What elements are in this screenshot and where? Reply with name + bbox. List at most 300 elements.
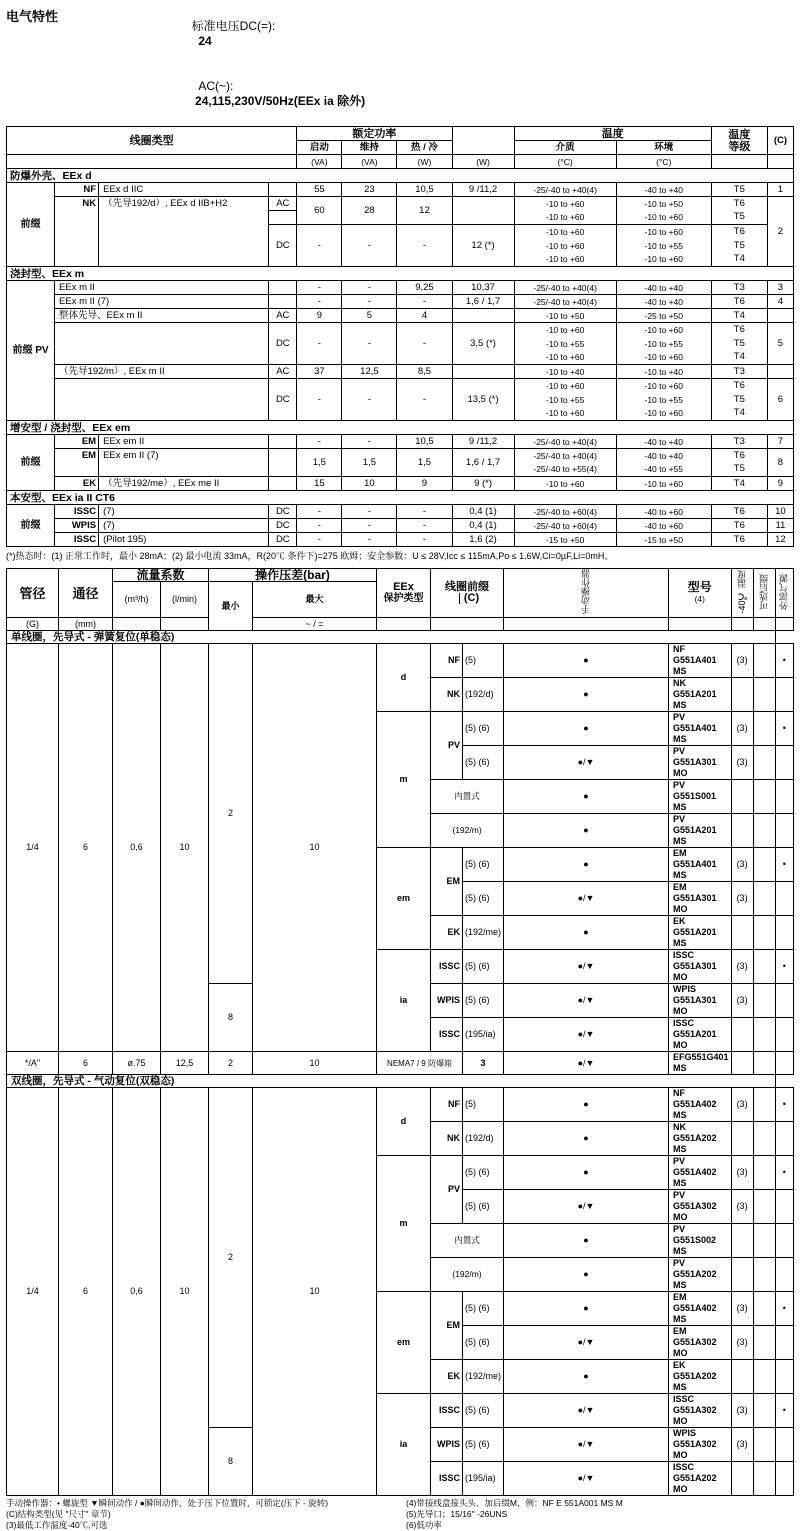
row-desc xyxy=(55,337,269,351)
row-class: T6 xyxy=(711,533,767,547)
g1-kv-l: 10 xyxy=(161,644,209,1052)
g1-reset xyxy=(753,882,775,916)
row-class: T5 xyxy=(711,239,767,253)
row-ambient: -40 to +60 xyxy=(616,505,711,519)
g2-reset xyxy=(753,1462,775,1496)
th-units-spacer xyxy=(7,155,297,169)
g1-model: ISSC G551A201 MO xyxy=(669,1018,732,1052)
g1-gas xyxy=(775,746,793,780)
row-medium: -10 to +60 xyxy=(514,197,616,211)
g1-gas xyxy=(775,814,793,848)
g2-eex-type: d xyxy=(377,1088,431,1156)
g1-prefix: ISSC xyxy=(431,1018,463,1052)
row-class: T3 xyxy=(711,365,767,379)
row-desc xyxy=(99,253,269,267)
row-acdc xyxy=(269,295,297,309)
row-hotcold xyxy=(452,197,514,225)
row-hold: - xyxy=(342,435,397,449)
g1-manual: ●/▼ xyxy=(504,1018,669,1052)
th-pipe-unit: (G) xyxy=(7,618,59,631)
g1-special-gas xyxy=(775,1052,793,1075)
g1-prefix: PV xyxy=(431,712,463,780)
g2-gas xyxy=(775,1190,793,1224)
th-ambient: 环境 xyxy=(616,141,711,155)
row-hotcold: 9 (*) xyxy=(452,477,514,491)
row-medium: -10 to +60 xyxy=(514,239,616,253)
g2-gas: • xyxy=(775,1292,793,1326)
row-medium: -10 to +60 xyxy=(514,477,616,491)
th-model: 型号 (4) xyxy=(669,569,732,618)
g1-model: EM G551A401 MS xyxy=(669,848,732,882)
section-title-eexd: 防爆外壳、EEx d xyxy=(7,169,794,183)
g1-reset xyxy=(753,848,775,882)
g1-manual: ● xyxy=(504,814,669,848)
g2-manual: ●/▼ xyxy=(504,1326,669,1360)
g2-manual: ●/▼ xyxy=(504,1428,669,1462)
g2-model: ISSC G551A202 MO xyxy=(669,1462,732,1496)
row-medium: -25/-40 to +55(4) xyxy=(514,463,616,477)
row-hotcold xyxy=(452,365,514,379)
g2-model: PV G551A202 MS xyxy=(669,1258,732,1292)
g2-manual: ● xyxy=(504,1360,669,1394)
row-name: WPIS xyxy=(55,519,99,533)
th-unit-w1: (W) xyxy=(397,155,452,169)
row-acdc: DC xyxy=(269,323,297,365)
row-hold: - xyxy=(342,225,397,267)
row-name: EM xyxy=(55,435,99,449)
g2-note: (5) (6) xyxy=(463,1156,504,1190)
footnote-c: (C)结构类型(见 "尺寸" 章节) xyxy=(6,1509,111,1519)
g1-prefix: ISSC xyxy=(431,950,463,984)
g1-temp: (3) xyxy=(731,746,753,780)
row-class: T4 xyxy=(711,351,767,365)
g1-manual: ●/▼ xyxy=(504,746,669,780)
voltage-spec xyxy=(161,4,365,124)
row-desc: EEx m II (7) xyxy=(55,295,269,309)
row-hotcold: 10,37 xyxy=(452,281,514,295)
row-medium: -25/-40 to +60(4) xyxy=(514,505,616,519)
row-desc xyxy=(55,407,269,421)
g1-special-kv-l: 12,5 xyxy=(161,1052,209,1075)
row-acdc xyxy=(269,183,297,197)
g1-manual: ● xyxy=(504,712,669,746)
g1-reset xyxy=(753,678,775,712)
row-class: T6 xyxy=(711,449,767,463)
row-w: - xyxy=(397,323,452,365)
g1-prefix: WPIS xyxy=(431,984,463,1018)
g2-kv-m3: 0,6 xyxy=(113,1088,161,1496)
g2-gas xyxy=(775,1428,793,1462)
footnotes-right xyxy=(406,1498,794,1531)
row-medium: -10 to +60 xyxy=(514,253,616,267)
row-desc: (7) xyxy=(99,519,269,533)
g2-note: (5) (6) xyxy=(463,1190,504,1224)
row-start: - xyxy=(297,323,342,365)
row-ambient: -40 to +40 xyxy=(616,435,711,449)
g2-model: EM G551A302 MO xyxy=(669,1326,732,1360)
row-c: 8 xyxy=(767,449,793,477)
row-hotcold: 12 (*) xyxy=(452,225,514,267)
row-w: 10,5 xyxy=(397,183,452,197)
g1-model: PV G551A301 MO xyxy=(669,746,732,780)
row-acdc xyxy=(269,281,297,295)
g1-reset xyxy=(753,1018,775,1052)
row-class: T5 xyxy=(711,183,767,197)
g1-note: (5) (6) xyxy=(463,848,504,882)
g2-temp: (3) xyxy=(731,1326,753,1360)
g2-manual: ●/▼ xyxy=(504,1190,669,1224)
row-w: 1,5 xyxy=(397,449,452,477)
g2-reset xyxy=(753,1292,775,1326)
row-acdc: DC xyxy=(269,533,297,547)
row-medium: -10 to +55 xyxy=(514,337,616,351)
th-power-spacer xyxy=(452,127,514,155)
g2-prefix: 内置式 xyxy=(431,1224,504,1258)
row-c: 1 xyxy=(767,183,793,197)
row-ambient: -10 to +60 xyxy=(616,407,711,421)
g2-prefix: NK xyxy=(431,1122,463,1156)
g1-special-pmin: 2 xyxy=(209,1052,253,1075)
g1-temp: (3) xyxy=(731,712,753,746)
table1-footnote: (*)热态时：(1) 正常工作时，最小 28mA；(2) 最小电流 33mA，R(20℃ 条件下)=275 欧姆；安全参数：U ≤ 28V,Icc ≤ 115mA,Po ≤ 1.6W,Ci=0µF,Li=0mH。 xyxy=(6,551,614,561)
row-start: 9 xyxy=(297,309,342,323)
row-acdc xyxy=(269,435,297,449)
row-w: - xyxy=(397,295,452,309)
th-reset-spacer xyxy=(753,618,775,631)
row-class: T4 xyxy=(711,253,767,267)
row-start: 37 xyxy=(297,365,342,379)
g2-note: (5) xyxy=(463,1088,504,1122)
g2-reset xyxy=(753,1326,775,1360)
row-hold: - xyxy=(342,295,397,309)
row-hold: - xyxy=(342,281,397,295)
th-temp-spacer xyxy=(731,618,753,631)
row-hold: 1,5 xyxy=(342,449,397,477)
row-start: - xyxy=(297,281,342,295)
row-desc: （先导192/m）, EEx m II xyxy=(55,365,269,379)
g2-manual: ● xyxy=(504,1292,669,1326)
g2-gas xyxy=(775,1360,793,1394)
g2-gas xyxy=(775,1224,793,1258)
g1-note: (5) (6) xyxy=(463,712,504,746)
g1-manual: ●/▼ xyxy=(504,984,669,1018)
th-unit-va1: (VA) xyxy=(297,155,342,169)
row-hotcold: 13,5 (*) xyxy=(452,379,514,421)
g1-prefix: (192/m) xyxy=(431,814,504,848)
row-desc xyxy=(99,463,269,477)
row-acdc xyxy=(269,211,297,225)
g2-note: (192/me) xyxy=(463,1360,504,1394)
row-ambient: -10 to +60 xyxy=(616,323,711,337)
g1-reset xyxy=(753,916,775,950)
g1-temp: (3) xyxy=(731,950,753,984)
row-class: T6 xyxy=(711,225,767,239)
g1-special-c: 3 xyxy=(463,1052,504,1075)
g1-pmin: 2 xyxy=(209,644,253,984)
g1-special-temp xyxy=(731,1052,753,1075)
row-medium: -25/-40 to +40(4) xyxy=(514,435,616,449)
g2-reset xyxy=(753,1190,775,1224)
g2-temp: (3) xyxy=(731,1088,753,1122)
g1-manual: ● xyxy=(504,848,669,882)
g1-note: (5) (6) xyxy=(463,984,504,1018)
row-c: 12 xyxy=(767,533,793,547)
th-press-sub: ~ / = xyxy=(253,618,377,631)
row-class: T6 xyxy=(711,379,767,393)
row-c xyxy=(767,309,793,323)
g2-temp xyxy=(731,1258,753,1292)
row-w: - xyxy=(397,519,452,533)
g1-gas: • xyxy=(775,644,793,678)
g2-note: (192/d) xyxy=(463,1122,504,1156)
row-c: 5 xyxy=(767,323,793,365)
th-coil-type: 线圈类型 xyxy=(7,127,297,155)
row-hotcold xyxy=(452,309,514,323)
g1-gas xyxy=(775,780,793,814)
g2-temp: (3) xyxy=(731,1156,753,1190)
g2-reset xyxy=(753,1156,775,1190)
row-class: T5 xyxy=(711,463,767,477)
row-class: T3 xyxy=(711,281,767,295)
g2-temp xyxy=(731,1462,753,1496)
row-start: - xyxy=(297,225,342,267)
th-manual-operator: 手动操作器 xyxy=(504,569,669,618)
g1-note: (5) (6) xyxy=(463,950,504,984)
th-power: 额定功率 xyxy=(297,127,452,141)
row-w: - xyxy=(397,505,452,519)
th-gas-source: 外部气源 xyxy=(775,569,793,618)
g1-eex-type: em xyxy=(377,848,431,950)
th-kv-spacer2 xyxy=(161,618,209,631)
row-c: 3 xyxy=(767,281,793,295)
g1-gas xyxy=(775,916,793,950)
g1-pmax: 10 xyxy=(253,644,377,1052)
voltage-ac-line xyxy=(161,64,365,124)
row-desc: EEx em II xyxy=(99,435,269,449)
row-desc: EEx em II (7) xyxy=(99,449,269,463)
row-class: T4 xyxy=(711,477,767,491)
g1-special-prefix: NEMA7 / 9 防爆箱 xyxy=(377,1052,463,1075)
g1-eex-type: ia xyxy=(377,950,431,1052)
g1-special-pipe: */A" xyxy=(7,1052,59,1075)
g1-manual: ● xyxy=(504,678,669,712)
g2-note: (5) (6) xyxy=(463,1292,504,1326)
footnotes-left xyxy=(6,1498,406,1531)
row-w: 4 xyxy=(397,309,452,323)
g1-temp xyxy=(731,780,753,814)
g2-model: EM G551A402 MS xyxy=(669,1292,732,1326)
th-reset-option: 可选后缀 xyxy=(753,569,775,618)
row-medium: -10 to +60 xyxy=(514,323,616,337)
row-desc xyxy=(55,379,269,393)
row-start: - xyxy=(297,519,342,533)
footnote-lowpower: (6)低功率 xyxy=(406,1520,442,1530)
g2-eex-type: m xyxy=(377,1156,431,1292)
g2-temp xyxy=(731,1224,753,1258)
th-manual-spacer xyxy=(504,618,669,631)
g1-note: (5) (6) xyxy=(463,882,504,916)
row-class: T6 xyxy=(711,323,767,337)
g1-temp: (3) xyxy=(731,644,753,678)
row-start: 60 xyxy=(297,197,342,225)
row-ambient: -40 to +60 xyxy=(616,519,711,533)
g1-model: EM G551A301 MO xyxy=(669,882,732,916)
g1-special-manual: ●/▼ xyxy=(504,1052,669,1075)
g1-model: EK G551A201 MS xyxy=(669,916,732,950)
g2-temp: (3) xyxy=(731,1190,753,1224)
g1-reset xyxy=(753,746,775,780)
row-c: 6 xyxy=(767,379,793,421)
th-unit-va2: (VA) xyxy=(342,155,397,169)
row-medium: -10 to +60 xyxy=(514,211,616,225)
row-ambient: -10 to +50 xyxy=(616,197,711,211)
row-acdc xyxy=(269,449,297,477)
row-hold: - xyxy=(342,323,397,365)
g2-reset xyxy=(753,1258,775,1292)
row-class: T6 xyxy=(711,505,767,519)
row-class: T6 xyxy=(711,519,767,533)
row-name: NF xyxy=(55,183,99,197)
row-desc: EEx d IIC xyxy=(99,183,269,197)
row-ambient: -40 to +40 xyxy=(616,449,711,463)
row-hotcold: 9 /11,2 xyxy=(452,435,514,449)
row-ambient: -10 to +55 xyxy=(616,239,711,253)
g1-special-reset xyxy=(753,1052,775,1075)
row-ambient: -40 to +55 xyxy=(616,463,711,477)
g2-temp: (3) xyxy=(731,1292,753,1326)
g2-pmin-alt: 8 xyxy=(209,1428,253,1496)
row-name: EM xyxy=(55,449,99,463)
g1-pmin-alt: 8 xyxy=(209,984,253,1052)
row-w: - xyxy=(397,225,452,267)
g1-prefix: EM xyxy=(431,848,463,916)
g1-temp xyxy=(731,678,753,712)
g1-note: (5) xyxy=(463,644,504,678)
g2-manual: ● xyxy=(504,1088,669,1122)
row-medium: -10 to +55 xyxy=(514,393,616,407)
g1-eex-type: m xyxy=(377,712,431,848)
row-acdc xyxy=(269,477,297,491)
th-eex-type: EEx 保护类型 xyxy=(377,569,431,618)
row-desc: 整体先导、EEx m II xyxy=(55,309,269,323)
g2-model: PV G551A302 MO xyxy=(669,1190,732,1224)
th-medium: 介质 xyxy=(514,141,616,155)
g2-note: (5) (6) xyxy=(463,1394,504,1428)
row-start: - xyxy=(297,533,342,547)
section-title-eexm: 浇封型、EEx m xyxy=(7,267,794,281)
g2-reset xyxy=(753,1122,775,1156)
row-hold: 23 xyxy=(342,183,397,197)
th-press-min: 最小 xyxy=(209,582,253,631)
row-medium: -10 to +50 xyxy=(514,309,616,323)
g1-eex-type: d xyxy=(377,644,431,712)
row-name xyxy=(55,211,99,225)
g1-gas xyxy=(775,1018,793,1052)
g1-manual: ●/▼ xyxy=(504,882,669,916)
g2-reset xyxy=(753,1428,775,1462)
row-hotcold: 0,4 (1) xyxy=(452,519,514,533)
footnote-pilot: (5)先导口；15/16" -26UNS xyxy=(406,1509,508,1519)
row-c: 11 xyxy=(767,519,793,533)
g1-gas xyxy=(775,984,793,1018)
row-ambient: -10 to +60 xyxy=(616,379,711,393)
row-class: T5 xyxy=(711,211,767,225)
row-class: T6 xyxy=(711,295,767,309)
row-ambient: -10 to +55 xyxy=(616,337,711,351)
row-desc xyxy=(55,393,269,407)
row-start: - xyxy=(297,435,342,449)
th-class-spacer xyxy=(711,155,767,169)
g1-model: PV G551A201 MS xyxy=(669,814,732,848)
row-w: 10,5 xyxy=(397,435,452,449)
g2-eex-type: ia xyxy=(377,1394,431,1496)
row-acdc: DC xyxy=(269,379,297,421)
row-ambient: -40 to +40 xyxy=(616,295,711,309)
prefix-label-eexd: 前缀 xyxy=(7,183,55,267)
row-acdc: DC xyxy=(269,519,297,533)
g2-kv-l: 10 xyxy=(161,1088,209,1496)
g2-temp xyxy=(731,1122,753,1156)
g1-special-model: EFG551G401 MS xyxy=(669,1052,732,1075)
th-kv-unit-m3: (m³/h) xyxy=(113,582,161,618)
row-c: 4 xyxy=(767,295,793,309)
row-class: T5 xyxy=(711,337,767,351)
row-desc xyxy=(99,211,269,225)
row-acdc: DC xyxy=(269,505,297,519)
voltage-dc-label: 标准电压DC(=): xyxy=(191,19,276,33)
g1-note: (195/ia) xyxy=(463,1018,504,1052)
group-title-single-coil: 单线圈，先导式 - 弹簧复位(单稳态) xyxy=(7,631,776,644)
group-title-double-coil: 双线圈，先导式 - 气动复位(双稳态) xyxy=(7,1075,776,1088)
row-ambient: -10 to +60 xyxy=(616,253,711,267)
g1-model: WPIS G551A301 MO xyxy=(669,984,732,1018)
g2-prefix: EM xyxy=(431,1292,463,1360)
g1-model: ISSC G551A301 MO xyxy=(669,950,732,984)
row-acdc: AC xyxy=(269,197,297,211)
g1-special-kv-m3: ø.75 xyxy=(113,1052,161,1075)
row-hold: 5 xyxy=(342,309,397,323)
row-hotcold: 0,4 (1) xyxy=(452,505,514,519)
row-acdc: DC xyxy=(269,225,297,267)
footnote-manual: 手动操作器：• 螺旋型 ▼瞬间动作 / ●瞬间动作，处于压下位置时，可锁定(压下 - 旋转) xyxy=(6,1498,329,1508)
row-ambient: -10 to +60 xyxy=(616,225,711,239)
row-desc: EEx m II xyxy=(55,281,269,295)
g1-prefix: 内置式 xyxy=(431,780,504,814)
g2-model: PV G551A402 MS xyxy=(669,1156,732,1190)
g2-manual: ● xyxy=(504,1122,669,1156)
th-gas-spacer xyxy=(775,618,793,631)
row-medium: -10 to +40 xyxy=(514,365,616,379)
g1-model: PV G551A401 MS xyxy=(669,712,732,746)
g2-model: EK G551A202 MS xyxy=(669,1360,732,1394)
row-ambient: -10 to +40 xyxy=(616,365,711,379)
row-start: - xyxy=(297,379,342,421)
prefix-label-eexm: 前缀 PV xyxy=(7,281,55,421)
row-start: 1,5 xyxy=(297,449,342,477)
g1-bore: 6 xyxy=(59,644,113,1052)
th-c: (C) xyxy=(767,127,793,155)
g1-prefix: NF xyxy=(431,644,463,678)
section-title-eexem: 增安型 / 浇封型、EEx em xyxy=(7,421,794,435)
row-medium: -25/-40 to +40(4) xyxy=(514,295,616,309)
g2-model: PV G551S002 MS xyxy=(669,1224,732,1258)
row-hold: - xyxy=(342,379,397,421)
row-desc: (7) xyxy=(99,505,269,519)
row-ambient: -10 to +55 xyxy=(616,393,711,407)
row-name: ISSC xyxy=(55,533,99,547)
g1-temp: (3) xyxy=(731,848,753,882)
row-medium: -15 to +50 xyxy=(514,533,616,547)
